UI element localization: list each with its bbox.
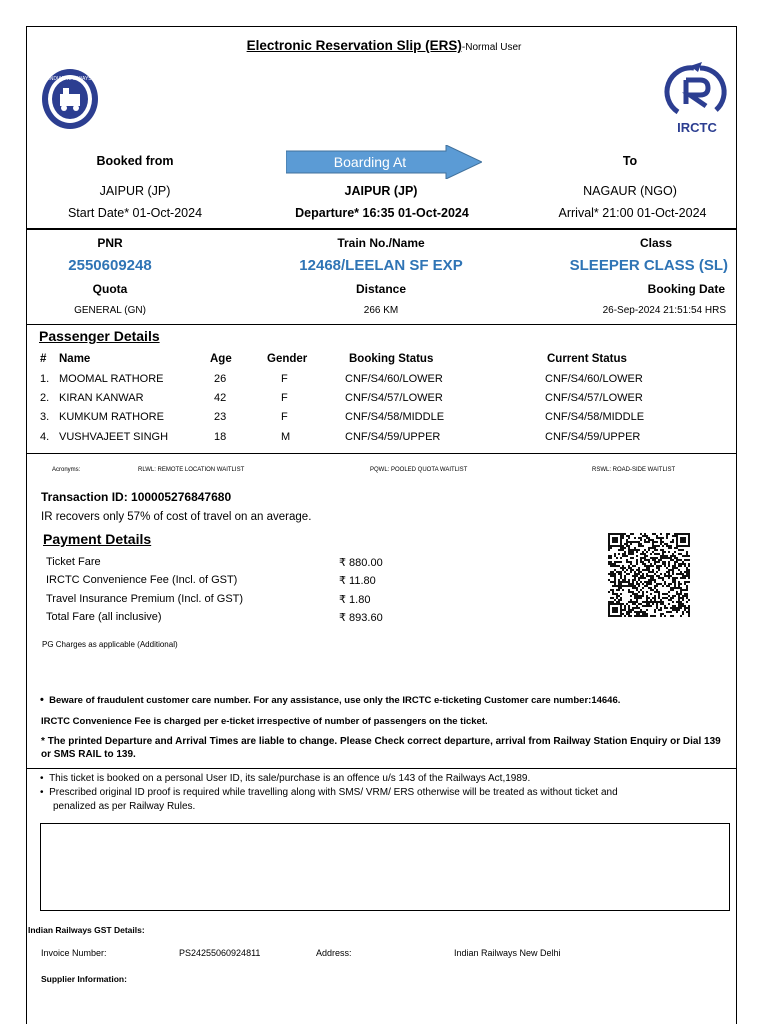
gst-heading: Indian Railways GST Details:	[28, 925, 145, 935]
invoice-number: PS24255060924811	[179, 948, 261, 958]
row-num: 2.	[40, 392, 50, 404]
bullet-icon: •	[40, 787, 44, 798]
divider	[27, 768, 736, 769]
col-header-num: #	[40, 353, 47, 365]
boarding-at-label: Boarding At	[333, 154, 407, 170]
address-label: Address:	[316, 948, 352, 958]
class-value: SLEEPER CLASS (SL)	[569, 257, 728, 274]
booking-status: CNF/S4/58/MIDDLE	[345, 411, 445, 423]
passenger-age: 18	[214, 431, 227, 443]
recovery-note: IR recovers only 57% of cost of travel on an average.	[41, 511, 312, 523]
timing-notice-text: The printed Departure and Arrival Times are liable to change. Please Check correct departure, arrival from Railway Station Enquiry or Dial 139 or SMS RAIL to 139.	[41, 736, 721, 760]
bullet-icon: •	[40, 694, 44, 706]
quota-value: GENERAL (GN)	[74, 305, 146, 316]
departure-time: Departure* 16:35 01-Oct-2024	[295, 206, 469, 220]
col-header-name: Name	[59, 353, 91, 365]
col-header-current-status: Current Status	[547, 353, 627, 365]
fraud-notice-text: Beware of fraudulent customer care number. For any assistance, use only the IRCTC e-ticketing Customer care number:14646.	[49, 695, 621, 706]
acronyms-label: Acronyms:	[52, 467, 81, 473]
asterisk-icon: *	[41, 736, 45, 747]
indian-railways-logo	[41, 68, 99, 130]
col-header-gender: Gender	[267, 353, 308, 365]
passenger-name: VUSHVAJEET SINGH	[59, 431, 169, 443]
pg-charges-note: PG Charges as applicable (Additional)	[42, 640, 178, 649]
passenger-age: 26	[214, 373, 227, 385]
arrival-time: Arrival* 21:00 01-Oct-2024	[558, 206, 707, 220]
passenger-name: KUMKUM RATHORE	[59, 411, 164, 423]
fare-amount: ₹ 893.60	[339, 612, 383, 624]
divider	[27, 228, 736, 230]
fare-label: Ticket Fare	[46, 556, 101, 568]
current-status: CNF/S4/58/MIDDLE	[545, 411, 645, 423]
distance-label: Distance	[355, 282, 407, 296]
row-num: 1.	[40, 373, 50, 385]
acronym-pqwl: PQWL: POOLED QUOTA WAITLIST	[370, 467, 468, 473]
booking-date-value: 26-Sep-2024 21:51:54 HRS	[602, 305, 726, 316]
passenger-name: MOOMAL RATHORE	[59, 373, 164, 385]
address-value: Indian Railways New Delhi	[454, 948, 561, 958]
to-station: NAGAUR (NGO)	[583, 184, 677, 198]
id-proof-notice	[40, 787, 618, 798]
row-num: 4.	[40, 431, 50, 443]
id-proof-text: Prescribed original ID proof is required while travelling along with SMS/ VRM/ ERS otherwise will be treated as without ticket and	[49, 787, 618, 798]
personal-id-notice	[40, 773, 530, 784]
passenger-name: KIRAN KANWAR	[59, 392, 144, 404]
passenger-age: 23	[214, 411, 227, 423]
irctc-logo-text: IRCTC	[677, 120, 717, 135]
divider	[27, 453, 736, 454]
divider	[27, 324, 736, 325]
distance-value: 266 KM	[363, 305, 399, 316]
start-date: Start Date* 01-Oct-2024	[67, 206, 203, 220]
passenger-gender: F	[281, 411, 288, 423]
fare-label: Travel Insurance Premium (Incl. of GST)	[46, 593, 244, 605]
train-label: Train No./Name	[337, 236, 425, 250]
passenger-gender: M	[281, 431, 291, 443]
fraud-notice	[40, 694, 620, 706]
col-header-booking-status: Booking Status	[349, 353, 434, 365]
passenger-gender: F	[281, 392, 288, 404]
supplier-info-label: Supplier Information:	[41, 974, 127, 984]
booked-from-label: Booked from	[96, 154, 174, 168]
pnr-label: PNR	[97, 236, 123, 250]
fare-amount: ₹ 880.00	[339, 557, 383, 569]
bullet-icon: •	[40, 773, 44, 784]
ers-subtitle: -Normal User	[461, 42, 522, 53]
to-label: To	[622, 154, 638, 168]
timing-notice	[41, 735, 731, 761]
personal-id-text: This ticket is booked on a personal User ID, its sale/purchase is an offence u/s 143 of the Railways Act,1989.	[49, 773, 531, 784]
convenience-fee-notice: IRCTC Convenience Fee is charged per e-ticket irrespective of number of passengers on the ticket.	[41, 716, 488, 727]
train-value: 12468/LEELAN SF EXP	[299, 257, 463, 274]
booking-date-label: Booking Date	[647, 282, 725, 296]
fare-label: IRCTC Convenience Fee (Incl. of GST)	[46, 574, 238, 586]
acronym-rlwl: RLWL: REMOTE LOCATION WAITLIST	[138, 467, 245, 473]
from-station: JAIPUR (JP)	[99, 184, 171, 198]
passenger-age: 42	[214, 392, 227, 404]
col-header-age: Age	[210, 353, 232, 365]
payment-details-heading: Payment Details	[43, 531, 152, 547]
id-proof-text-2: penalized as per Railway Rules.	[53, 801, 196, 812]
fare-amount: ₹ 11.80	[339, 575, 376, 587]
class-label: Class	[639, 236, 672, 250]
booking-status: CNF/S4/57/LOWER	[345, 392, 443, 404]
row-num: 3.	[40, 411, 50, 423]
passenger-gender: F	[281, 373, 288, 385]
irctc-logo	[664, 62, 730, 138]
current-status: CNF/S4/60/LOWER	[545, 373, 643, 385]
pnr-value: 2550609248	[68, 257, 152, 274]
acronym-rswl: RSWL: ROAD-SIDE WAITLIST	[592, 467, 676, 473]
booking-status: CNF/S4/59/UPPER	[345, 431, 441, 443]
quota-label: Quota	[92, 282, 128, 296]
page-title	[0, 38, 768, 53]
qr-code-icon	[608, 533, 690, 617]
fare-amount: ₹ 1.80	[339, 594, 371, 606]
invoice-label: Invoice Number:	[41, 948, 107, 958]
advertisement-box	[40, 823, 730, 911]
fare-label: Total Fare (all inclusive)	[46, 611, 162, 623]
current-status: CNF/S4/59/UPPER	[545, 431, 641, 443]
transaction-id: Transaction ID: 100005276847680	[41, 490, 232, 504]
boarding-station: JAIPUR (JP)	[344, 184, 418, 198]
current-status: CNF/S4/57/LOWER	[545, 392, 643, 404]
railways-logo-text: INDIAN RAILWAYS	[48, 76, 92, 82]
booking-status: CNF/S4/60/LOWER	[345, 373, 443, 385]
passenger-details-heading: Passenger Details	[39, 328, 160, 344]
ers-title: Electronic Reservation Slip (ERS)	[246, 38, 462, 53]
